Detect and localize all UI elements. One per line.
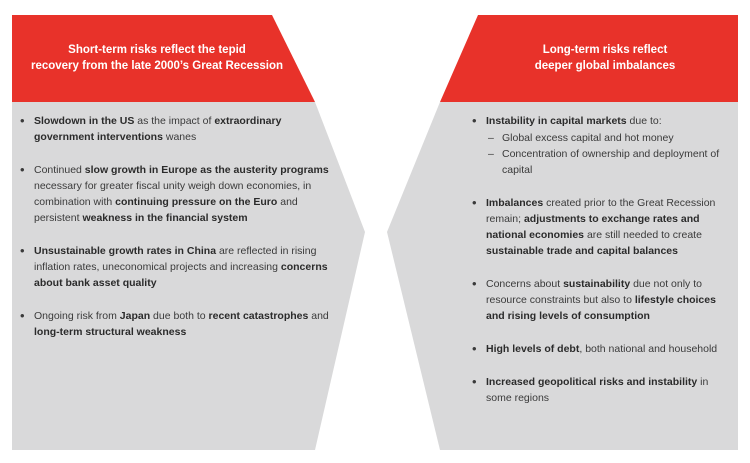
- short-term-risk-item: [20, 162, 336, 226]
- bold-phrase: concerns about bank asset quality: [34, 261, 328, 289]
- bold-phrase: lifestyle choices and rising levels of consumption: [486, 294, 716, 322]
- long-term-risk-item: [472, 374, 734, 406]
- text-segment: are still needed to create: [584, 229, 702, 241]
- left-header-line-2: recovery from the late 2000’s Great Recession: [30, 60, 284, 72]
- bold-phrase: Instability in capital markets: [486, 115, 627, 127]
- bold-phrase: adjustments to exchange rates and national economies: [486, 213, 700, 241]
- right-header-line-1: Long-term risks reflect: [542, 44, 668, 56]
- text-segment: Ongoing risk from: [34, 310, 120, 322]
- text-segment: Continued: [34, 164, 85, 176]
- long-term-risk-item: [472, 113, 734, 178]
- text-segment: wanes: [162, 131, 197, 143]
- long-term-risk-item: [472, 195, 734, 259]
- short-term-risk-item: [20, 243, 336, 291]
- bold-phrase: Slowdown in the US: [34, 115, 135, 127]
- text-segment: , both national and household: [579, 343, 718, 355]
- text-segment: Concerns about: [486, 278, 564, 290]
- bold-phrase: continuing pressure on the Euro: [115, 196, 278, 208]
- bold-phrase: slow growth in Europe as the austerity programs: [84, 164, 329, 176]
- sub-point-item: – Concentration of ownership and deployment of capital: [486, 146, 734, 178]
- text-segment: necessary for greater fiscal unity weigh down economies, in combination with: [34, 180, 312, 208]
- bold-phrase: Unsustainable growth rates in China: [34, 245, 217, 257]
- bold-phrase: Imbalances: [486, 197, 544, 209]
- text-segment: due not only to resource constraints but also to: [486, 278, 702, 306]
- text-segment: and persistent: [34, 196, 298, 224]
- bold-phrase: sustainable trade and capital balances: [486, 245, 678, 257]
- text-segment: due both to: [150, 310, 209, 322]
- text-segment: and: [308, 310, 329, 322]
- short-term-risk-list: [20, 113, 336, 357]
- bold-phrase: long-term structural weakness: [34, 326, 187, 338]
- bold-phrase: extraordinary government interventions: [34, 115, 282, 143]
- bold-phrase: Increased geopolitical risks and instability: [486, 376, 698, 388]
- text-segment: due to:: [626, 115, 662, 127]
- short-term-risk-item: [20, 308, 336, 340]
- long-term-risk-item: [472, 341, 734, 357]
- sub-point-list: [486, 130, 734, 178]
- text-segment: as the impact of: [134, 115, 215, 127]
- text-segment: created prior to the Great Recession remain;: [486, 197, 716, 225]
- bold-phrase: recent catastrophes: [208, 310, 309, 322]
- short-term-risk-item: [20, 113, 336, 145]
- bold-phrase: sustainability: [563, 278, 631, 290]
- text-segment: in some regions: [486, 376, 709, 404]
- left-header-title: [22, 42, 292, 74]
- bold-phrase: High levels of debt: [486, 343, 580, 355]
- right-header-title: [470, 42, 740, 74]
- left-header-line-1: Short-term risks reflect the tepid: [68, 44, 246, 56]
- sub-point-item: – Global excess capital and hot money: [486, 130, 734, 146]
- bold-phrase: Japan: [119, 310, 151, 322]
- long-term-risk-list: [472, 113, 734, 423]
- right-header-line-2: deeper global imbalances: [534, 60, 676, 72]
- text-segment: are reflected in rising inflation rates, uneconomical projects and increasing: [34, 245, 317, 273]
- bold-phrase: weakness in the financial system: [82, 212, 248, 224]
- long-term-risk-item: [472, 276, 734, 324]
